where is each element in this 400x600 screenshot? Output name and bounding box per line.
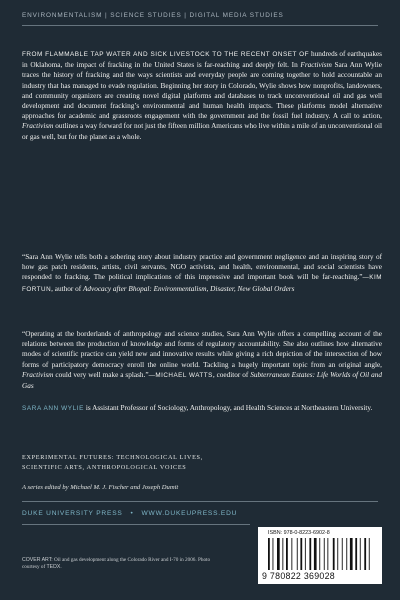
barcode-bar bbox=[273, 538, 274, 570]
barcode-bar bbox=[324, 538, 325, 570]
barcode-bar bbox=[337, 538, 338, 570]
barcode-bar bbox=[364, 538, 366, 570]
barcode-bar bbox=[291, 538, 292, 570]
top-divider bbox=[22, 25, 378, 26]
book-description: FROM FLAMMABLE TAP WATER AND SICK LIVESTOCK TO THE RECENT ONSET OF hundreds of earthquakes in Oklahoma, the impact of fracking in the United States is far-reaching and deeply felt. In Fractivism Sara Ann Wylie traces the history of fracking and the ways scientists and everyday people are coming together to hold accountable an industry that has managed to evade regulation. Beginning her story in Colorado, Wylie shows how nonprofits, landowners, and community organizers are creating novel digital platforms and databases to track unconventional oil and gas well development and document fracking’s environmental and human health impacts. These platforms model alternative approaches for academic and grassroots engagement with the government and the fossil fuel industry. A call to action, Fractivism outlines a way forward for not just the fifteen million Americans who live within a mile of an unconventional oil or gas well, but for the planet as a whole. bbox=[22, 50, 383, 141]
publisher-name: DUKE UNIVERSITY PRESS bbox=[22, 510, 123, 517]
series-title: EXPERIMENTAL FUTURES: TECHNOLOGICAL LIVES, SCIENTIFIC ARTS, ANTHROPOLOGICAL VOICES bbox=[22, 454, 203, 471]
barcode-bar bbox=[282, 538, 283, 570]
barcode-digits: 9 780822 369028 bbox=[262, 571, 335, 581]
quote-text: “Sara Ann Wylie tells both a sobering story about industry practice and government negligence and an inspiring story of how gas patch residents, artists, civil servants, NGO activists, and health, environmental, and social scientists have responded to fracking. The political implications of this impressive and important book will be far-reaching.” bbox=[22, 253, 382, 282]
barcode-bar bbox=[355, 538, 357, 570]
description-lead: FROM FLAMMABLE TAP WATER AND SICK LIVESTOCK TO THE RECENT ONSET OF bbox=[22, 51, 310, 58]
barcode-bar bbox=[333, 538, 335, 570]
cover-art-credit: COVER ART: Oil and gas development along the Colorado River and I-70 in 2006. Photo courtesy of TEDX. bbox=[22, 557, 211, 571]
barcode-bars bbox=[268, 538, 372, 570]
author-name: SARA ANN WYLIE bbox=[22, 405, 85, 412]
barcode-bar bbox=[360, 538, 361, 570]
barcode-bar bbox=[297, 538, 298, 570]
endorsement-fortun: “Sara Ann Wylie tells both a sobering story about industry practice and government negligence and an inspiring story of how gas patch residents, artists, civil servants, NGO activists, and health, environmental, and social scientists have responded to fracking. The political implications of this impressive and important book will be far-reaching.”—KIM FORTUN, author of Advocacy after Bhopal: Environmentalism, Disaster, New Global Orders bbox=[22, 253, 382, 293]
publisher-divider-top bbox=[22, 501, 378, 502]
barcode-bar bbox=[327, 538, 328, 570]
quoted-book-title: Subterranean Estates: Life Worlds of Oil and Gas bbox=[22, 370, 382, 391]
book-title: Fractivism bbox=[300, 61, 332, 70]
barcode-bar bbox=[342, 538, 343, 570]
endorsement-watts: “Operating at the borderlands of anthropology and science studies, Sara Ann Wylie offers a compelling account of the relations between the production of knowledge and forms of regulatory accountability. She also outlines how alternative modes of scientific practice can yield new and innovative results while giving a rich depiction of the intersection of how forms of participatory democracy enroll the online world. Tackling a hugely important topic from an original angle, Fractivism could very well make a splash.”—MICHAEL WATTS, coeditor of Subterranean Estates: Life Worlds of Oil and Gas bbox=[22, 330, 382, 391]
barcode-bar bbox=[350, 538, 353, 570]
barcode-bar bbox=[369, 538, 370, 570]
publisher-divider-bottom bbox=[22, 524, 250, 525]
barcode-bar bbox=[319, 538, 320, 570]
quote-author: —MICHAEL WATTS bbox=[148, 371, 213, 379]
barcode-bar bbox=[314, 538, 317, 570]
barcode-bar bbox=[309, 538, 311, 570]
barcode-bar bbox=[346, 538, 347, 570]
barcode-bar bbox=[300, 538, 302, 570]
barcode-bar bbox=[286, 538, 288, 570]
book-title: Fractivism bbox=[22, 370, 54, 379]
isbn-barcode bbox=[258, 527, 382, 584]
series-editors: A series edited by Michael M. J. Fischer and Joseph Dumit bbox=[22, 484, 179, 491]
barcode-bar bbox=[305, 538, 306, 570]
barcode-bar bbox=[277, 538, 280, 570]
quote-text: “Operating at the borderlands of anthropology and science studies, Sara Ann Wylie offers a compelling account of the relations between the production of knowledge and forms of regulatory accountability. She also outlines how alternative modes of scientific practice can yield new and innovative results while giving a rich depiction of the intersection of how forms of participatory democracy enroll the online world. Tackling a hugely important topic from an original angle, bbox=[22, 330, 382, 369]
barcode-bar bbox=[268, 538, 270, 570]
author-bio: SARA ANN WYLIE is Assistant Professor of Sociology, Anthropology, and Health Sciences at Northeastern University. bbox=[22, 404, 373, 412]
book-title: Fractivism bbox=[22, 122, 54, 131]
quoted-book-title: Advocacy after Bhopal: Environmentalism, Disaster, New Global Orders bbox=[82, 284, 295, 293]
isbn-number: ISBN: 978-0-8223-6902-8 bbox=[268, 530, 330, 536]
publisher-url: WWW.DUKEUPRESS.EDU bbox=[141, 510, 238, 517]
subject-categories: ENVIRONMENTALISM | SCIENCE STUDIES | DIGITAL MEDIA STUDIES bbox=[22, 12, 284, 19]
publisher-line bbox=[22, 510, 237, 517]
quote-author: —KIM FORTUN bbox=[22, 274, 382, 293]
separator-dot: • bbox=[125, 510, 139, 517]
